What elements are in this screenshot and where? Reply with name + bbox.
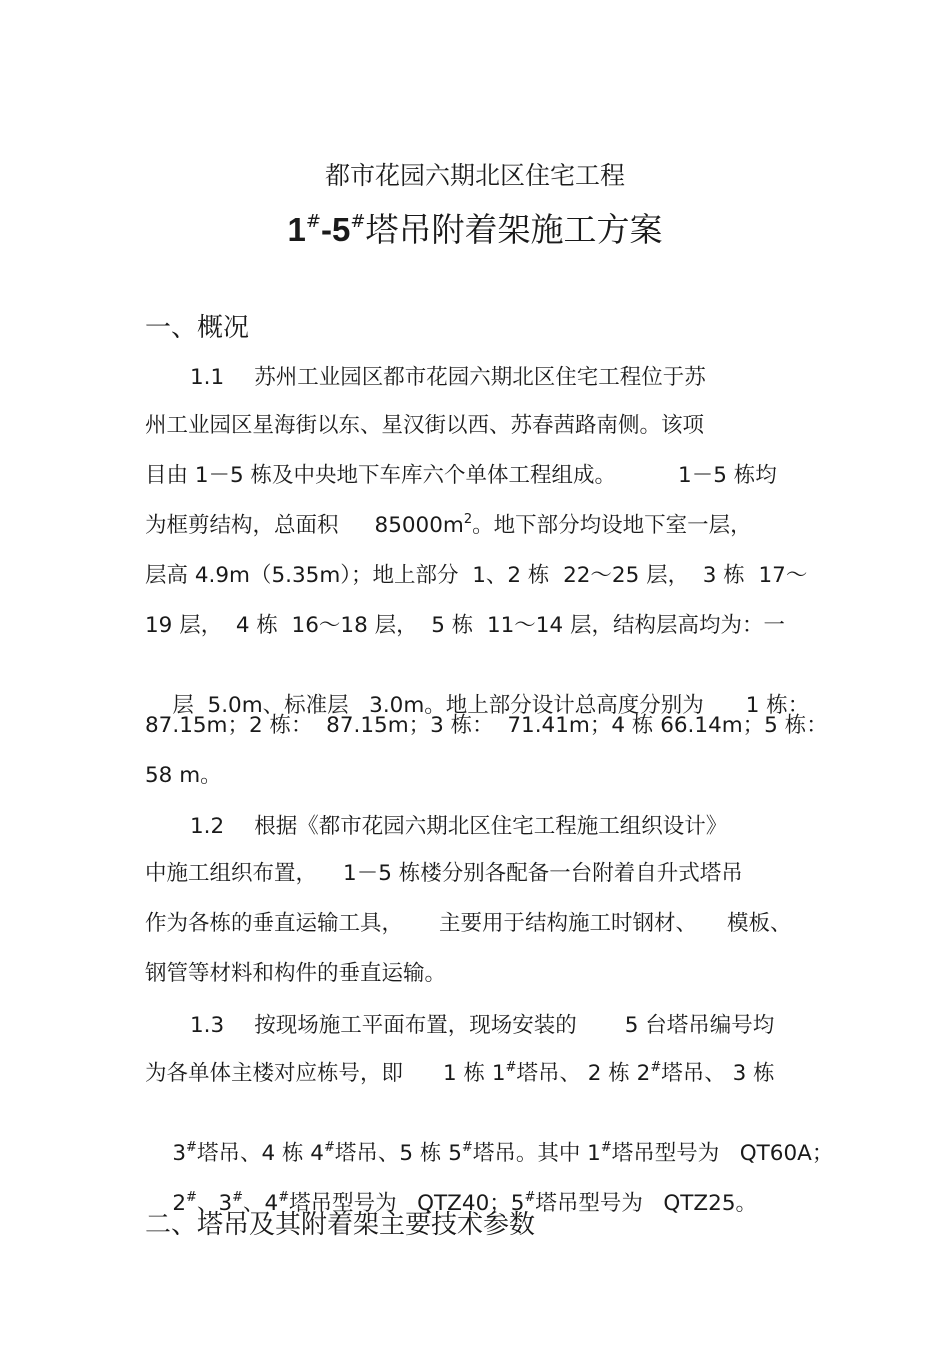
paragraph-text: 为框剪结构，总面积	[145, 513, 339, 538]
paragraph-text: 塔吊型号为 QTZ40；5	[289, 1191, 525, 1216]
number-sign-superscript: #	[278, 1190, 290, 1205]
paragraph-text: 塔吊、 2 栋 2	[516, 1061, 651, 1086]
paragraph-text: 根据《都市花园六期北区住宅工程施工组织设计》	[254, 814, 728, 839]
paragraph-text: 作为各栋的垂直运输工具，	[145, 911, 404, 936]
paragraph-text: 5 台塔吊编号均	[624, 1013, 775, 1038]
paragraph-text: 目由 1－5 栋及中央地下车库六个单体工程组成。	[145, 463, 617, 488]
paragraph-number: 1.3	[190, 1013, 225, 1038]
title-text: 塔吊附着架施工方案	[365, 210, 663, 249]
paragraph-text: 模板、	[727, 911, 792, 936]
paragraph-text: 按现场施工平面布置，现场安装的	[254, 1013, 577, 1038]
paragraph-text: 中施工组织布置，	[145, 861, 318, 886]
title-number-start: 1	[287, 211, 306, 248]
paragraph-line: 州工业园区星海街以东、星汉街以西、苏春茜路南侧。该项	[145, 413, 705, 438]
paragraph-line	[145, 511, 825, 541]
paragraph-text: 。地下部分均设地下室一层，	[472, 513, 752, 538]
unit-superscript: 2	[463, 512, 473, 527]
section-heading-parameters: 二、塔吊及其附着架主要技术参数	[145, 1210, 536, 1240]
paragraph-text: 1 栋：	[745, 693, 810, 718]
number-sign-superscript: #	[186, 1140, 197, 1155]
title-superscript: #	[305, 211, 321, 232]
paragraph-line	[190, 363, 870, 393]
paragraph-text: 、4	[243, 1191, 279, 1216]
paragraph-text: 2	[172, 1191, 187, 1216]
paragraph-text: 塔吊。其中 1	[472, 1141, 601, 1166]
paragraph-text: 塔吊、4 栋 4	[196, 1141, 324, 1166]
paragraph-line: 58 m。	[145, 763, 222, 788]
paragraph-text: 塔吊、5 栋 5	[334, 1141, 462, 1166]
paragraph-number: 1.1	[190, 365, 225, 390]
paragraph-text: 1－5 栋均	[678, 463, 777, 488]
paragraph-text: 、3	[196, 1191, 233, 1216]
paragraph-number: 1.2	[190, 814, 225, 839]
paragraph-line	[190, 812, 870, 842]
number-sign-superscript: #	[524, 1190, 536, 1205]
paragraph-line	[190, 1011, 870, 1041]
paragraph-line	[145, 909, 825, 939]
paragraph-text: 塔吊、 3 栋	[661, 1061, 775, 1086]
document-title-line2	[0, 208, 950, 252]
paragraph-text: 塔吊型号为 QTZ25。	[535, 1191, 758, 1216]
paragraph-text: 1－5 栋楼分别各配备一台附着自升式塔吊	[343, 861, 743, 886]
paragraph-line: 87.15m；2 栋： 87.15m；3 栋： 71.41m；4 栋 66.14m；5 栋：	[145, 713, 828, 738]
paragraph-text: 为各单体主楼对应栋号，即	[145, 1061, 404, 1086]
paragraph-text: 3	[172, 1141, 187, 1166]
area-value: 85000m	[374, 513, 464, 538]
number-sign-superscript: #	[650, 1060, 662, 1075]
title-number-end: -5	[321, 211, 351, 248]
paragraph-text: 苏州工业园区都市花园六期北区住宅工程位于苏	[254, 365, 706, 390]
paragraph-line: 钢管等材料和构件的垂直运输。	[145, 961, 447, 986]
paragraph-line: 层高 4.9m（5.35m）；地上部分 1、2 栋 22～25 层， 3 栋 17～	[145, 563, 808, 588]
paragraph-text: 塔吊型号为 QT60A；	[611, 1141, 834, 1166]
paragraph-text: 主要用于结构施工时钢材、	[439, 911, 698, 936]
paragraph-line	[145, 461, 825, 491]
number-sign-superscript: #	[323, 1140, 335, 1155]
section-heading-overview: 一、概况	[145, 313, 250, 343]
title-superscript: #	[350, 211, 366, 232]
paragraph-text: 1 栋 1	[443, 1061, 506, 1086]
number-sign-superscript: #	[505, 1060, 517, 1075]
paragraph-line	[145, 1059, 825, 1089]
number-sign-superscript: #	[232, 1190, 244, 1205]
document-title-line1: 都市花园六期北区住宅工程	[324, 161, 625, 190]
paragraph-text: 层 5.0m、标准层 3.0m。地上部分设计总高度分别为	[172, 693, 704, 718]
paragraph-line: 19 层， 4 栋 16～18 层， 5 栋 11～14 层，结构层高均为：一	[145, 613, 785, 638]
paragraph-line	[145, 859, 825, 889]
number-sign-superscript: #	[186, 1190, 197, 1205]
number-sign-superscript: #	[600, 1140, 612, 1155]
number-sign-superscript: #	[461, 1140, 473, 1155]
